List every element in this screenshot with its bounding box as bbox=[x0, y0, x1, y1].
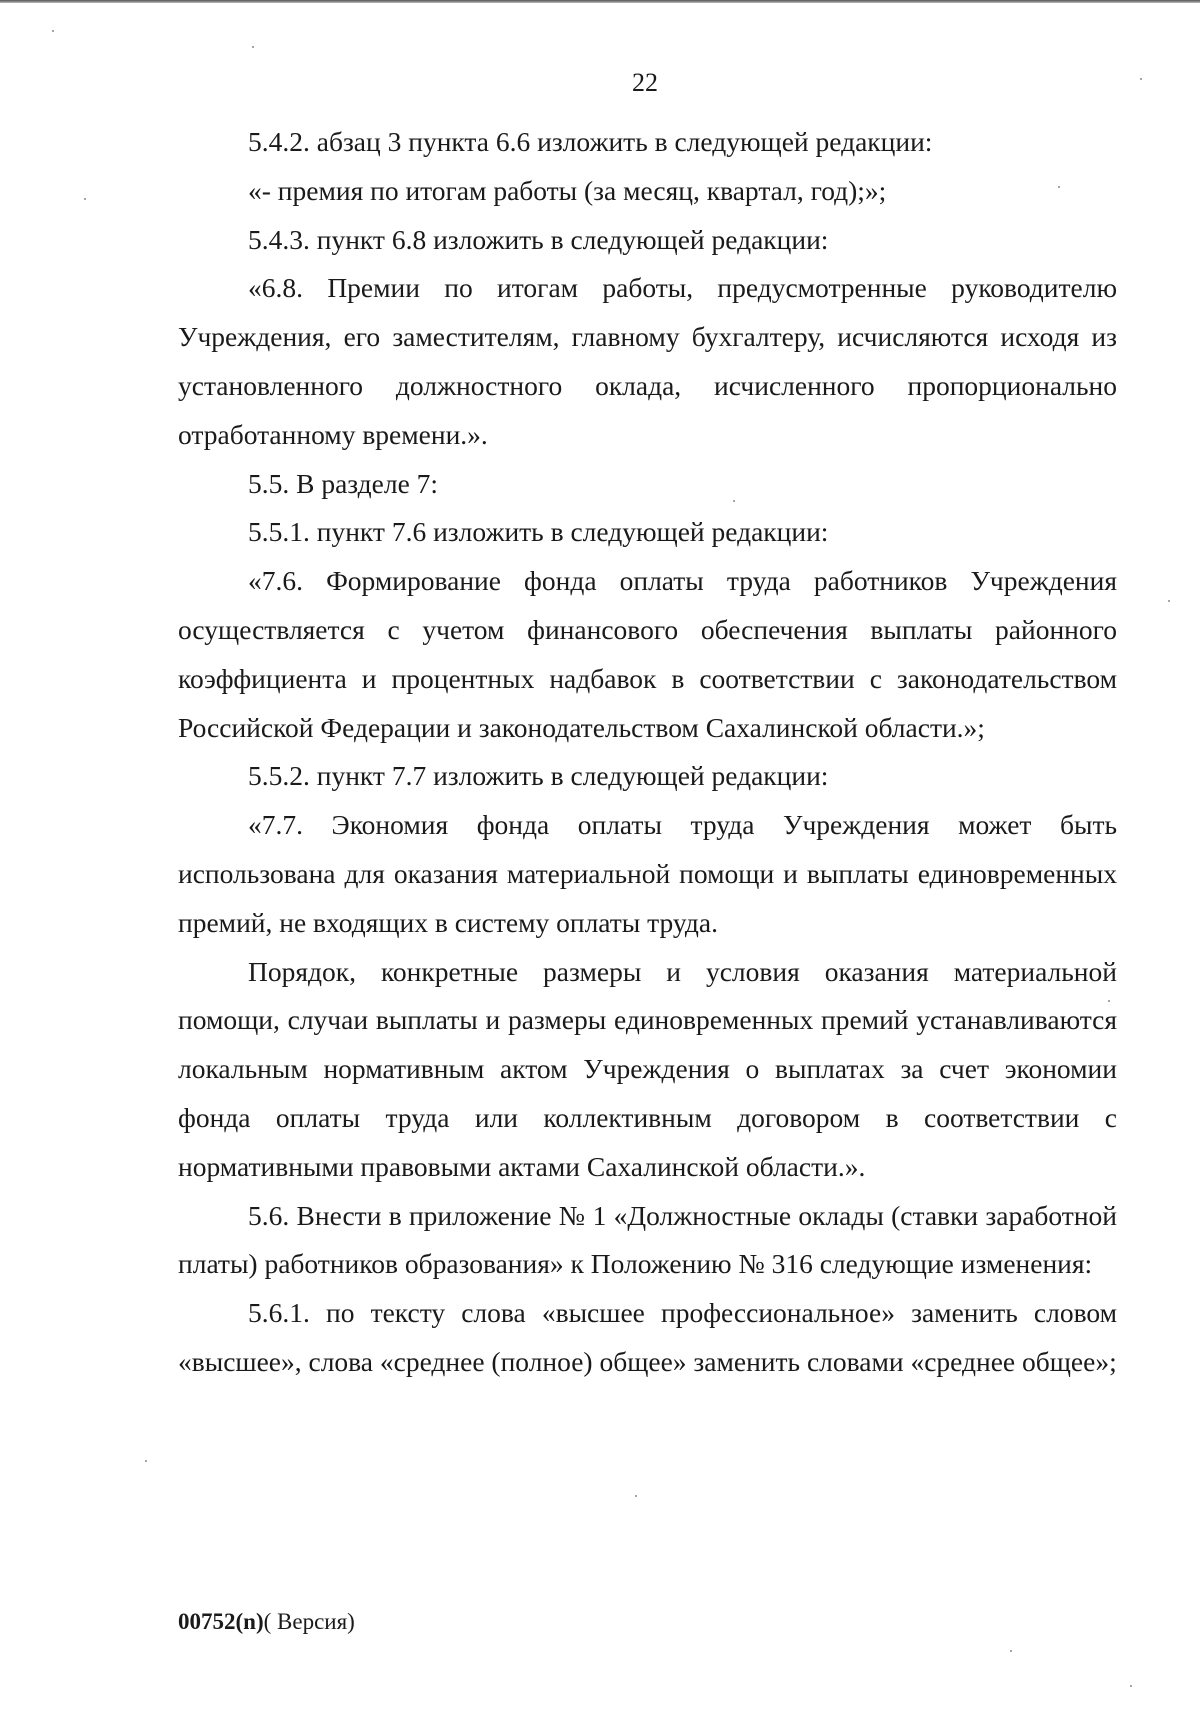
document-version: ( Версия) bbox=[263, 1609, 355, 1634]
paragraph-5-6: 5.6. Внести в приложение № 1 «Должностные оклады (ставки заработной платы) работников образования» к Положению № 316 следующие изменения: bbox=[178, 1199, 1117, 1280]
paragraph-5-5-2: 5.5.2. пункт 7.7 изложить в следующей редакции: bbox=[248, 760, 829, 792]
scan-speck bbox=[1010, 1650, 1012, 1652]
paragraph-7-7: «7.7. Экономия фонда оплаты труда Учреждения может быть использована для оказания материальной помощи и выплаты единовременных премий, не входящих в систему оплаты труда. bbox=[178, 809, 1117, 938]
scan-speck bbox=[1058, 186, 1060, 188]
scan-speck bbox=[145, 1460, 147, 1462]
scan-speck bbox=[1108, 1000, 1110, 1002]
scan-speck bbox=[1130, 1685, 1132, 1687]
scan-speck bbox=[1140, 78, 1142, 80]
paragraph-5-5-1: 5.5.1. пункт 7.6 изложить в следующей редакции: bbox=[248, 516, 829, 548]
paragraph-5-4-2: 5.4.2. абзац 3 пункта 6.6 изложить в следующей редакции: bbox=[248, 126, 933, 157]
document-code: 00752(n) bbox=[178, 1609, 264, 1634]
paragraph-5-5: 5.5. В разделе 7: bbox=[248, 467, 439, 499]
paragraph-5-6-1: 5.6.1. по тексту слова «высшее профессиональное» заменить словом «высшее», слова «среднее (полное) общее» заменить словами «среднее общее»; bbox=[178, 1297, 1117, 1377]
document-body bbox=[178, 118, 1117, 1387]
page-number: 22 bbox=[632, 68, 658, 97]
paragraph-6-8: «6.8. Премии по итогам работы, предусмотренные руководителю Учреждения, его заместителям, главному бухгалтеру, исчисляются исходя из установленного должностного оклада, исчисленного пропорционально отработанному времени.». bbox=[178, 272, 1117, 450]
paragraph-5-4-3: 5.4.3. пункт 6.8 изложить в следующей редакции: bbox=[248, 223, 829, 255]
scan-speck bbox=[252, 46, 254, 48]
paragraph-7-6: «7.6. Формирование фонда оплаты труда работников Учреждения осуществляется с учетом финансового обеспечения выплаты районного коэффициента и процентных надбавок в соответствии с законодательством Российской Федерации и законодательством Сахалинской области.»; bbox=[178, 565, 1117, 743]
paragraph-quote-premia: «- премия по итогам работы (за месяц, квартал, год);»; bbox=[248, 174, 887, 206]
scan-speck bbox=[1168, 600, 1170, 602]
scan-speck bbox=[733, 500, 735, 502]
scan-speck bbox=[84, 198, 86, 200]
document-footer bbox=[178, 1608, 355, 1636]
paragraph-poryadok: Порядок, конкретные размеры и условия оказания материальной помощи, случаи выплаты и размеры единовременных премий устанавливаются локальным нормативным актом Учреждения о выплатах за счет экономии фонда оплаты труда или коллективным договором в соответствии с нормативными правовыми актами Сахалинской области.». bbox=[178, 955, 1117, 1182]
scan-speck bbox=[52, 30, 54, 32]
scan-top-edge bbox=[0, 0, 1200, 3]
scan-speck bbox=[635, 1495, 637, 1497]
